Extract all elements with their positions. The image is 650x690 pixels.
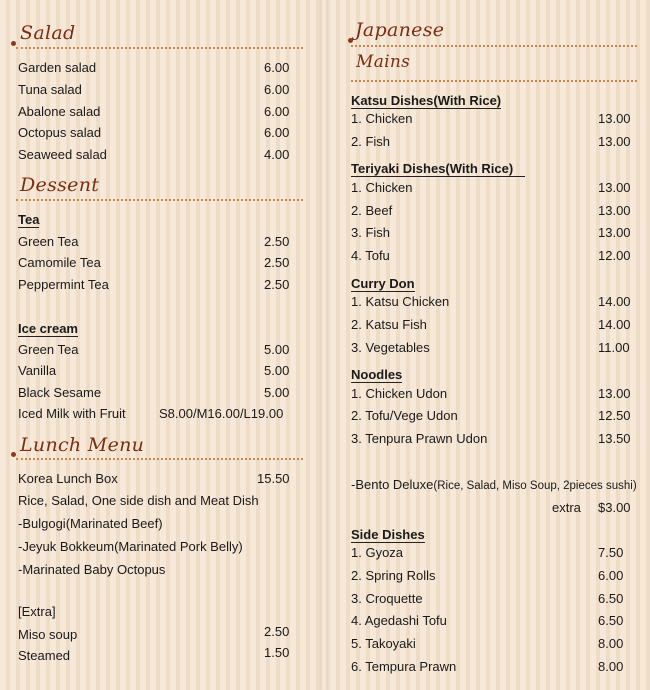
left-menu-page bbox=[0, 0, 320, 690]
menu-item-name: 4. Agedashi Tofu bbox=[351, 613, 447, 628]
curry-heading: Curry Don bbox=[351, 276, 415, 291]
section-bullet bbox=[348, 38, 353, 43]
menu-item-price: 2.50 bbox=[264, 255, 290, 270]
lunch-title: Lunch Menu bbox=[20, 434, 145, 456]
menu-item-name: Abalone salad bbox=[18, 104, 101, 119]
menu-item-name: Iced Milk with Fruit bbox=[18, 406, 126, 421]
menu-item-price: 13.00 bbox=[598, 111, 631, 126]
menu-item-name: 2. Katsu Fish bbox=[351, 317, 427, 332]
menu-item-price: 2.50 bbox=[264, 624, 290, 639]
bento-extra-price: $3.00 bbox=[598, 500, 631, 515]
menu-item-name: Miso soup bbox=[18, 627, 78, 642]
menu-item-price: 13.50 bbox=[598, 431, 631, 446]
menu-item-name: 1. Chicken bbox=[351, 111, 413, 126]
menu-item-name: Peppermint Tea bbox=[18, 277, 109, 292]
side-dishes-heading: Side Dishes bbox=[351, 527, 425, 542]
section-rule bbox=[16, 47, 303, 49]
dessert-title: Dessent bbox=[20, 174, 100, 196]
lunch-option: -Bulgogi(Marinated Beef) bbox=[18, 516, 163, 531]
menu-item-price: 13.00 bbox=[598, 180, 631, 195]
bento-detail: (Rice, Salad, Miso Soup, 2pieces sushi) bbox=[433, 480, 637, 492]
menu-item-price: 6.00 bbox=[598, 568, 624, 583]
menu-item-name: 5. Takoyaki bbox=[351, 636, 416, 651]
menu-item-price: 8.00 bbox=[598, 636, 624, 651]
ice-cream-heading: Ice cream bbox=[18, 321, 78, 336]
katsu-heading: Katsu Dishes(With Rice) bbox=[351, 93, 502, 108]
menu-item-price: 13.00 bbox=[598, 134, 631, 149]
menu-item-price: 14.00 bbox=[598, 317, 631, 332]
bento-extra-label: extra bbox=[552, 500, 581, 515]
menu-item-price: 5.00 bbox=[264, 385, 290, 400]
menu-item-price: 6.00 bbox=[264, 82, 290, 97]
menu-item-price: 6.00 bbox=[264, 104, 290, 119]
menu-item-price: 13.00 bbox=[598, 225, 631, 240]
menu-item-name: Camomile Tea bbox=[18, 255, 101, 270]
lunch-option: -Marinated Baby Octopus bbox=[18, 562, 166, 577]
menu-item-name: Black Sesame bbox=[18, 385, 102, 400]
menu-item-price: 13.00 bbox=[598, 203, 631, 218]
menu-item-price: 7.50 bbox=[598, 545, 624, 560]
section-bullet bbox=[11, 452, 16, 457]
menu-item-name: 6. Tempura Prawn bbox=[351, 659, 457, 674]
menu-item-name: 1. Chicken Udon bbox=[351, 386, 448, 401]
extra-label: [Extra] bbox=[18, 604, 56, 619]
menu-item-name: 1. Gyoza bbox=[351, 545, 404, 560]
lunch-option: -Jeyuk Bokkeum(Marinated Pork Belly) bbox=[18, 539, 243, 554]
menu-item-price: 12.50 bbox=[598, 408, 631, 423]
menu-item-price: 6.00 bbox=[264, 60, 290, 75]
menu-item-price: 6.50 bbox=[598, 591, 624, 606]
section-bullet bbox=[11, 41, 16, 46]
menu-item-name: Vanilla bbox=[18, 363, 57, 378]
menu-item-name: Octopus salad bbox=[18, 125, 102, 140]
menu-item-name: 2. Spring Rolls bbox=[351, 568, 436, 583]
section-rule bbox=[16, 199, 303, 201]
menu-item-name: 1. Chicken bbox=[351, 180, 413, 195]
salad-title: Salad bbox=[20, 22, 76, 44]
menu-item-price: 5.00 bbox=[264, 342, 290, 357]
menu-item-name: 3. Croquette bbox=[351, 591, 423, 606]
menu-item-price: 4.00 bbox=[264, 147, 290, 162]
menu-item-name: Seaweed salad bbox=[18, 147, 107, 162]
menu-item-price: 11.00 bbox=[598, 340, 630, 355]
menu-item-price: 1.50 bbox=[264, 645, 290, 660]
menu-item-price: 2.50 bbox=[264, 277, 290, 292]
section-rule bbox=[351, 80, 637, 82]
bento-name: -Bento Deluxe bbox=[351, 477, 434, 492]
menu-item-price: 8.00 bbox=[598, 659, 624, 674]
menu-item-price: S8.00/M16.00/L19.00 bbox=[159, 406, 284, 421]
tea-heading: Tea bbox=[18, 212, 40, 227]
menu-item-name: Korea Lunch Box bbox=[18, 471, 118, 486]
menu-item-price: 6.00 bbox=[264, 125, 290, 140]
menu-item-name: 2. Fish bbox=[351, 134, 391, 149]
noodles-heading: Noodles bbox=[351, 367, 403, 382]
menu-item-name: 2. Tofu/Vege Udon bbox=[351, 408, 458, 423]
japanese-title: Japanese bbox=[355, 19, 445, 41]
lunch-description: Rice, Salad, One side dish and Meat Dish bbox=[18, 493, 259, 508]
page-divider bbox=[320, 0, 328, 690]
menu-item-name: 3. Tenpura Prawn Udon bbox=[351, 431, 488, 446]
bento-deluxe bbox=[351, 477, 637, 492]
menu-item-name: 3. Fish bbox=[351, 225, 391, 240]
right-menu-page bbox=[328, 0, 650, 690]
menu-item-price: 6.50 bbox=[598, 613, 624, 628]
menu-item-name: 3. Vegetables bbox=[351, 340, 430, 355]
menu-item-price: 5.00 bbox=[264, 363, 290, 378]
menu-item-price: 14.00 bbox=[598, 294, 631, 309]
teriyaki-heading: Teriyaki Dishes(With Rice) bbox=[351, 161, 525, 177]
mains-subtitle: Mains bbox=[356, 52, 411, 72]
menu-item-price: 13.00 bbox=[598, 386, 631, 401]
menu-item-name: 2. Beef bbox=[351, 203, 393, 218]
menu-item-name: 1. Katsu Chicken bbox=[351, 294, 450, 309]
menu-item-name: Tuna salad bbox=[18, 82, 82, 97]
menu-item-name: Steamed bbox=[18, 648, 71, 663]
menu-item-name: 4. Tofu bbox=[351, 248, 390, 263]
section-rule bbox=[16, 458, 303, 460]
menu-item-price: 12.00 bbox=[598, 248, 631, 263]
menu-item-price: 2.50 bbox=[264, 234, 290, 249]
menu-item-name: Green Tea bbox=[18, 234, 79, 249]
menu-item-name: Green Tea bbox=[18, 342, 79, 357]
menu-item-name: Garden salad bbox=[18, 60, 97, 75]
menu-item-price: 15.50 bbox=[257, 471, 290, 486]
section-rule bbox=[351, 45, 637, 47]
